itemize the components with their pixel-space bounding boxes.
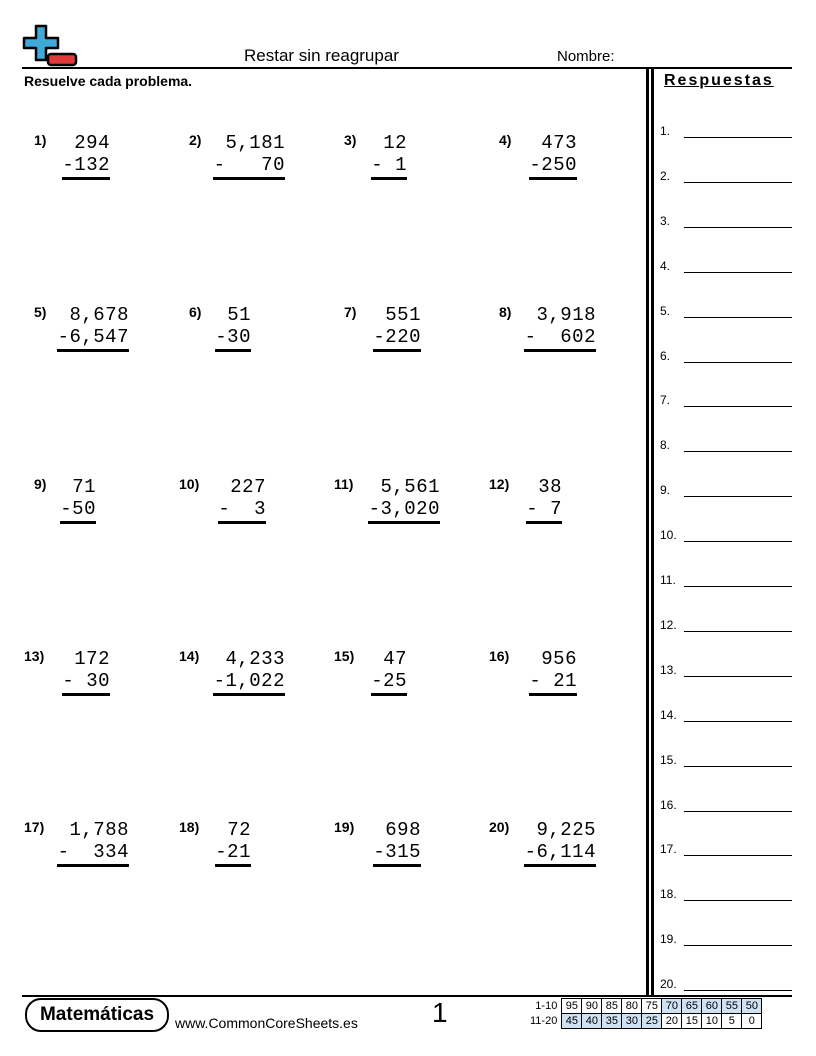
subtrahend: - 30 xyxy=(62,670,110,692)
answer-blank[interactable] xyxy=(684,541,792,542)
subtraction-problem xyxy=(334,648,407,708)
answer-line[interactable] xyxy=(660,259,792,279)
score-cell: 25 xyxy=(642,1014,662,1029)
score-cell: 60 xyxy=(702,999,722,1014)
answer-number: 9. xyxy=(660,483,671,498)
minuend: 9,225 xyxy=(536,819,596,841)
answer-number: 6. xyxy=(660,348,671,363)
subtrahend: - 602 xyxy=(524,326,596,348)
minuend: 38 xyxy=(538,476,562,498)
header-divider xyxy=(22,67,792,69)
score-cell: 90 xyxy=(582,999,602,1014)
problem-number: 12) xyxy=(489,476,510,492)
answer-bar xyxy=(62,693,110,696)
site-url: www.CommonCoreSheets.es xyxy=(175,1015,358,1031)
score-cell: 0 xyxy=(742,1014,762,1029)
answer-number: 2. xyxy=(660,168,671,183)
subtraction-problem xyxy=(489,476,562,536)
minuend: 8,678 xyxy=(69,304,129,326)
answer-blank[interactable] xyxy=(684,182,792,183)
subtrahend: -25 xyxy=(371,670,407,692)
subtraction-problem xyxy=(24,648,110,708)
problem-number: 13) xyxy=(24,648,45,664)
answer-bar xyxy=(62,177,110,180)
answer-number: 10. xyxy=(660,528,677,543)
minuend: 5,561 xyxy=(380,476,440,498)
subtraction-problem xyxy=(24,819,129,879)
subtrahend: - 70 xyxy=(213,154,285,176)
answer-line[interactable] xyxy=(660,349,792,369)
answer-bar xyxy=(57,349,129,352)
minuend: 71 xyxy=(72,476,96,498)
answer-blank[interactable] xyxy=(684,990,792,991)
subtraction-problem xyxy=(489,819,596,879)
problem-number: 4) xyxy=(499,132,512,148)
score-cell: 5 xyxy=(722,1014,742,1029)
answer-bar xyxy=(526,521,562,524)
minuend: 4,233 xyxy=(225,648,285,670)
answer-line[interactable] xyxy=(660,887,792,907)
score-cell: 30 xyxy=(622,1014,642,1029)
answer-line[interactable] xyxy=(660,124,792,144)
subtrahend: -6,547 xyxy=(57,326,129,348)
problem-number: 2) xyxy=(189,132,202,148)
answer-number: 7. xyxy=(660,393,671,408)
score-cell: 20 xyxy=(662,1014,682,1029)
minuend: 294 xyxy=(74,132,110,154)
answer-bar xyxy=(60,521,96,524)
answer-number: 19. xyxy=(660,932,677,947)
answer-number: 5. xyxy=(660,303,671,318)
minuend: 51 xyxy=(227,304,251,326)
answer-line[interactable] xyxy=(660,169,792,189)
subtraction-problem xyxy=(499,132,577,192)
subtraction-problem xyxy=(179,476,266,536)
score-range-label: 1-10 xyxy=(535,1000,558,1012)
answer-number: 3. xyxy=(660,213,671,228)
answer-line[interactable] xyxy=(660,573,792,593)
problem-number: 6) xyxy=(189,304,202,320)
subtrahend: -30 xyxy=(215,326,251,348)
answer-blank[interactable] xyxy=(684,137,792,138)
page-number: 1 xyxy=(432,997,448,1028)
subtrahend: -250 xyxy=(529,154,577,176)
answer-line[interactable] xyxy=(660,618,792,638)
subtrahend: -21 xyxy=(215,841,251,863)
answer-blank[interactable] xyxy=(684,317,792,318)
answer-line[interactable] xyxy=(660,932,792,952)
score-row xyxy=(528,1014,762,1029)
minuend: 3,918 xyxy=(536,304,596,326)
answer-blank[interactable] xyxy=(684,406,792,407)
score-cell: 35 xyxy=(602,1014,622,1029)
answer-number: 16. xyxy=(660,797,677,812)
answer-blank[interactable] xyxy=(684,766,792,767)
subtraction-problem xyxy=(499,304,596,364)
subtraction-problem xyxy=(189,304,251,364)
answer-bar xyxy=(213,177,285,180)
problem-number: 11) xyxy=(334,476,354,492)
subtraction-problem xyxy=(344,132,407,192)
subtrahend: -50 xyxy=(60,498,96,520)
answer-number: 4. xyxy=(660,258,671,273)
worksheet-title: Restar sin reagrupar xyxy=(244,46,399,65)
problem-number: 1) xyxy=(34,132,47,148)
minuend: 698 xyxy=(385,819,421,841)
subtraction-problem xyxy=(34,304,129,364)
answer-number: 1. xyxy=(660,124,671,138)
minuend: 227 xyxy=(230,476,266,498)
minuend: 5,181 xyxy=(225,132,285,154)
problem-number: 17) xyxy=(24,819,45,835)
answer-bar xyxy=(213,693,285,696)
answer-bar xyxy=(218,521,266,524)
score-cell: 15 xyxy=(682,1014,702,1029)
problem-number: 20) xyxy=(489,819,510,835)
answer-blank[interactable] xyxy=(684,811,792,812)
answers-title: Respuestas xyxy=(664,72,774,89)
brand-badge: Matemáticas xyxy=(25,998,169,1032)
subtrahend: -132 xyxy=(62,154,110,176)
problem-number: 15) xyxy=(334,648,355,664)
answer-number: 20. xyxy=(660,977,677,992)
answer-bar xyxy=(524,349,596,352)
minuend: 1,788 xyxy=(69,819,129,841)
answer-line[interactable] xyxy=(660,753,792,773)
score-range-label: 11-20 xyxy=(530,1015,558,1027)
answer-line[interactable] xyxy=(660,663,792,683)
subtraction-problem xyxy=(179,648,285,708)
answer-line[interactable] xyxy=(660,528,792,548)
subtraction-problem xyxy=(34,476,96,536)
minuend: 172 xyxy=(74,648,110,670)
minuend: 956 xyxy=(541,648,577,670)
problem-number: 5) xyxy=(34,304,47,320)
problem-number: 10) xyxy=(179,476,200,492)
score-cell: 55 xyxy=(722,999,742,1014)
minuend: 72 xyxy=(227,819,251,841)
answer-bar xyxy=(215,864,251,867)
answer-blank[interactable] xyxy=(684,900,792,901)
subtrahend: - 7 xyxy=(526,498,562,520)
answer-bar xyxy=(215,349,251,352)
subtrahend: - 334 xyxy=(57,841,129,863)
answer-line[interactable] xyxy=(660,708,792,728)
answer-bar xyxy=(524,864,596,867)
answer-number: 17. xyxy=(660,842,677,857)
subtrahend: -6,114 xyxy=(524,841,596,863)
answer-number: 13. xyxy=(660,662,677,677)
problem-number: 9) xyxy=(34,476,47,492)
subtraction-problem xyxy=(489,648,577,708)
subtrahend: - 3 xyxy=(218,498,266,520)
answer-blank[interactable] xyxy=(684,227,792,228)
answer-column-divider xyxy=(646,68,649,996)
answer-blank[interactable] xyxy=(684,945,792,946)
problem-number: 18) xyxy=(179,819,200,835)
answer-blank[interactable] xyxy=(684,676,792,677)
answer-blank[interactable] xyxy=(684,496,792,497)
answer-bar xyxy=(529,177,577,180)
answer-number: 14. xyxy=(660,707,677,722)
answer-number: 11. xyxy=(660,573,676,587)
subtraction-problem xyxy=(334,819,421,879)
answer-bar xyxy=(529,693,577,696)
minuend: 12 xyxy=(383,132,407,154)
score-cell: 10 xyxy=(702,1014,722,1029)
subtraction-problem xyxy=(189,132,285,192)
subtraction-problem xyxy=(179,819,251,879)
answer-number: 18. xyxy=(660,887,677,902)
answer-blank[interactable] xyxy=(684,586,792,587)
answer-blank[interactable] xyxy=(684,451,792,452)
score-row xyxy=(528,999,762,1014)
answer-blank[interactable] xyxy=(684,272,792,273)
subtrahend: -315 xyxy=(373,841,421,863)
score-cell: 40 xyxy=(582,1014,602,1029)
subtrahend: - 21 xyxy=(529,670,577,692)
minuend: 551 xyxy=(385,304,421,326)
score-table xyxy=(528,998,762,1029)
answer-bar xyxy=(371,177,407,180)
subtraction-problem xyxy=(334,476,440,536)
minuend: 47 xyxy=(383,648,407,670)
answer-bar xyxy=(371,693,407,696)
subtraction-problem xyxy=(344,304,421,364)
answer-line[interactable] xyxy=(660,483,792,503)
answer-line[interactable] xyxy=(660,798,792,818)
score-cell: 50 xyxy=(742,999,762,1014)
subtrahend: -220 xyxy=(373,326,421,348)
score-cell: 95 xyxy=(562,999,582,1014)
name-label: Nombre: xyxy=(557,48,615,65)
problem-number: 16) xyxy=(489,648,510,664)
subtraction-problem xyxy=(34,132,110,192)
answer-blank[interactable] xyxy=(684,721,792,722)
answer-column-divider xyxy=(651,68,654,996)
answer-blank[interactable] xyxy=(684,631,792,632)
problem-number: 19) xyxy=(334,819,355,835)
instructions: Resuelve cada problema. xyxy=(24,73,193,89)
answer-bar xyxy=(373,349,421,352)
footer-divider xyxy=(22,995,792,997)
answer-blank[interactable] xyxy=(684,362,792,363)
answer-bar xyxy=(373,864,421,867)
score-cell: 45 xyxy=(562,1014,582,1029)
answer-blank[interactable] xyxy=(684,855,792,856)
subtrahend: -3,020 xyxy=(368,498,440,520)
score-cell: 70 xyxy=(662,999,682,1014)
answer-line[interactable] xyxy=(660,214,792,234)
subtrahend: -1,022 xyxy=(213,670,285,692)
answer-line[interactable] xyxy=(660,438,792,458)
score-cell: 75 xyxy=(642,999,662,1014)
score-cell: 85 xyxy=(602,999,622,1014)
score-cell: 80 xyxy=(622,999,642,1014)
score-cell: 65 xyxy=(682,999,702,1014)
problem-number: 7) xyxy=(344,304,357,320)
answer-line[interactable] xyxy=(660,304,792,324)
answer-line[interactable] xyxy=(660,393,792,413)
problem-number: 3) xyxy=(344,132,357,148)
answer-line[interactable] xyxy=(660,842,792,862)
problem-number: 14) xyxy=(179,648,200,664)
answer-bar xyxy=(57,864,129,867)
subtrahend: - 1 xyxy=(371,154,407,176)
answer-number: 8. xyxy=(660,438,671,453)
problem-number: 8) xyxy=(499,304,512,320)
answer-bar xyxy=(368,521,440,524)
answer-number: 15. xyxy=(660,752,677,767)
minuend: 473 xyxy=(541,132,577,154)
answer-number: 12. xyxy=(660,617,677,632)
plus-minus-logo-icon xyxy=(22,24,80,68)
